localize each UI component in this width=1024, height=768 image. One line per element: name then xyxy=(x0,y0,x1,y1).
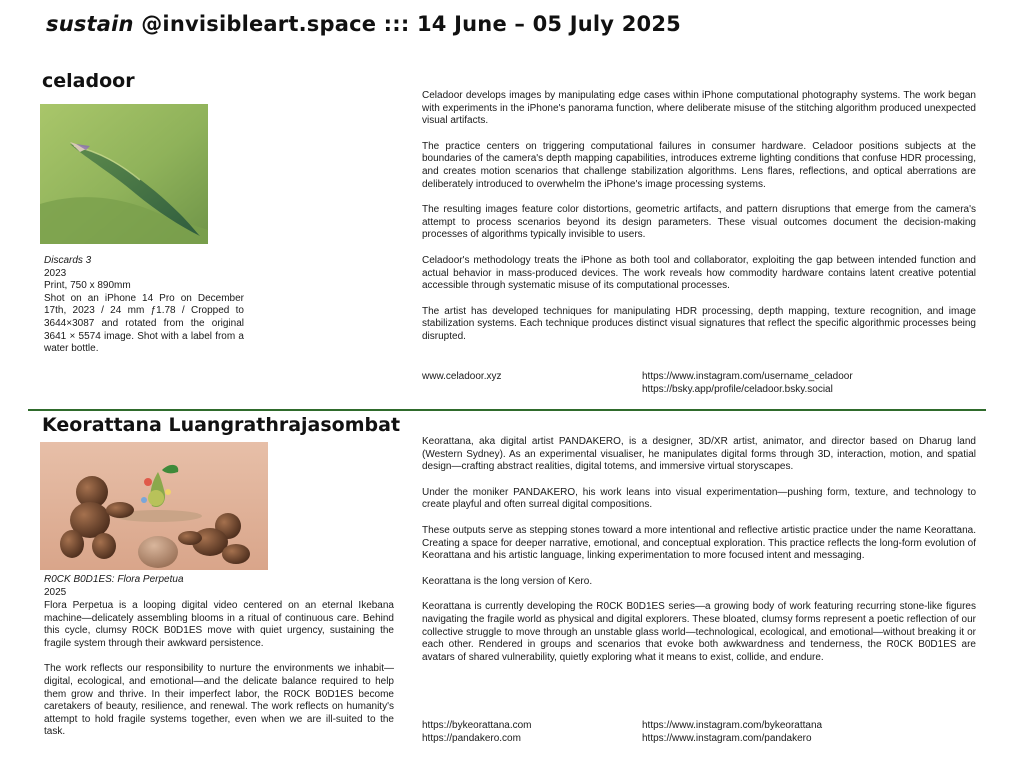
artist1-caption xyxy=(44,255,244,356)
discards-artwork xyxy=(40,104,208,244)
artist1-name: celadoor xyxy=(42,70,135,92)
rock-bodies-artwork xyxy=(40,442,268,570)
artist2-links xyxy=(422,720,976,748)
work-title: Discards 3 xyxy=(44,255,92,266)
instagram-link[interactable]: https://www.instagram.com/username_celadoor xyxy=(642,371,853,382)
website-link[interactable]: www.celadoor.xyz xyxy=(422,371,502,382)
page-title xyxy=(46,12,681,36)
work-description-paragraph: The work reflects our responsibility to nurture the environments we inhabit—digital, ecological, and emotional—and the delicate balance required to help them grow and thrive. In their imperfect labor, the R0CK B0D1ES become caretakers of beauty, resilience, and renewal. The work reflects on humanity's attempt to hold fragile systems together, even when we are ill-suited to the task. xyxy=(44,663,394,738)
bio-paragraph: Keorattana, aka digital artist PANDAKERO, is a designer, 3D/XR artist, animator, and director based on Dharug land (Western Sydney). As an experimental visualiser, he manipulates digital forms through 3D, interaction, motion, and spatial design—crafting abstract realities, digital totems, and immersive virtual storyscapes. xyxy=(422,436,976,473)
artist2-name: Keorattana Luangrathrajasombat xyxy=(42,414,401,436)
bio-paragraph: Celadoor develops images by manipulating edge cases within iPhone computational photography systems. The work began with experiments in the iPhone's panorama function, where deliberate misuse of the stitching algorithm produced unexpected visual artifacts. xyxy=(422,90,976,127)
artist1-links xyxy=(422,371,976,399)
bio-paragraph: The practice centers on triggering computational failures in consumer hardware. Celadoor positions subjects at the boundaries of the camera's depth mapping capabilities, introduces extreme lighting conditions that confuse HDR processing, and creates motion scenarios that challenge stabilization algorithms. Lens flares, reflections, and optical aberrations are deliberately introduced to overwhelm the iPhone's image processing systems. xyxy=(422,140,976,190)
work-title: R0CK B0D1ES: Flora Perpetua xyxy=(44,574,184,585)
artist2-bio xyxy=(422,436,976,677)
work-year: 2023 xyxy=(44,267,67,279)
bio-paragraph: The artist has developed techniques for manipulating HDR processing, depth mapping, texture recognition, and image stabilization systems. Each technique produces distinct visual signatures that reflect the specific algorithmic processes being disrupted. xyxy=(422,305,976,342)
work-year: 2025 xyxy=(44,586,67,598)
artwork-image-discards xyxy=(40,104,208,244)
bio-paragraph: Keorattana is the long version of Kero. xyxy=(422,575,593,587)
artwork-image-rock-bodies xyxy=(40,442,268,570)
instagram-link[interactable]: https://www.instagram.com/pandakero xyxy=(642,733,812,744)
instagram-link[interactable]: https://www.instagram.com/bykeorattana xyxy=(642,720,823,731)
bluesky-link[interactable]: https://bsky.app/profile/celadoor.bsky.social xyxy=(642,384,833,395)
work-medium: Print, 750 x 890mm xyxy=(44,280,131,292)
bio-paragraph: Celadoor's methodology treats the iPhone as both tool and collaborator, exploiting the gap between intended function and actual behavior in mass-produced devices. The work reveals how commodity hardware contains latent creative potential accessible through systematic misuse of its computational processes. xyxy=(422,254,976,292)
section-divider xyxy=(28,409,986,411)
work-description-paragraph: Flora Perpetua is a looping digital video centered on an eternal Ikebana machine—delicately assembling blooms in a ritual of continuous care. Behind this cycle, clumsy R0CK B0D1ES move with quiet urgency, sustaining the fragile system through their awkward persistence. xyxy=(44,600,394,649)
bio-paragraph: These outputs serve as stepping stones toward a more intentional and reflective artistic practice under the name Keorattana. Creating a space for deeper narrative, emotional, and conceptual exploration. This practice reflects the long-form evolution of Keorattana and his artistic language, linking experimentation to more focused intent and messaging. xyxy=(422,524,976,562)
artist2-caption xyxy=(44,574,244,599)
artist1-bio xyxy=(422,90,976,357)
title-rest: @invisibleart.space ::: 14 June – 05 July 2025 xyxy=(133,12,681,36)
website-link[interactable]: https://bykeorattana.com xyxy=(422,720,532,731)
bio-paragraph: The resulting images feature color distortions, geometric artifacts, and pattern disruptions that emerge from the camera's attempt to process scenarios beyond its design parameters. These visual outcomes document the decision-making processes of algorithms typically invisible to users. xyxy=(422,204,976,241)
bio-paragraph: Keorattana is currently developing the R0CK B0D1ES series—a growing body of work featuring recurring stone-like figures navigating the fragile world as physical and digital explorers. These bloated, clumsy forms represent a poetic reflection of our collective struggle to move through an unstable glass world—technological, ecological, and emotional—without breaking it or each other. Rendered in groups and scenarios that evoke both awkwardness and tenderness, the R0CK B0D1ES are avatars of shared vulnerability, quietly exploring what it means to exist, collide, and endure. xyxy=(422,601,976,663)
work-details: Shot on an iPhone 14 Pro on December 17th, 2023 / 24 mm ƒ1.78 / Cropped to 3644×3087 and rotated from the original 3641 × 5574 image. Shot with a label from a water bottle. xyxy=(44,292,244,355)
artist2-work-description xyxy=(44,600,394,752)
bio-paragraph: Under the moniker PANDAKERO, his work leans into visual experimentation—pushing form, texture, and technology to create playful and often surreal digital compositions. xyxy=(422,486,976,511)
title-italic: sustain xyxy=(46,12,134,36)
website-link[interactable]: https://pandakero.com xyxy=(422,733,521,744)
